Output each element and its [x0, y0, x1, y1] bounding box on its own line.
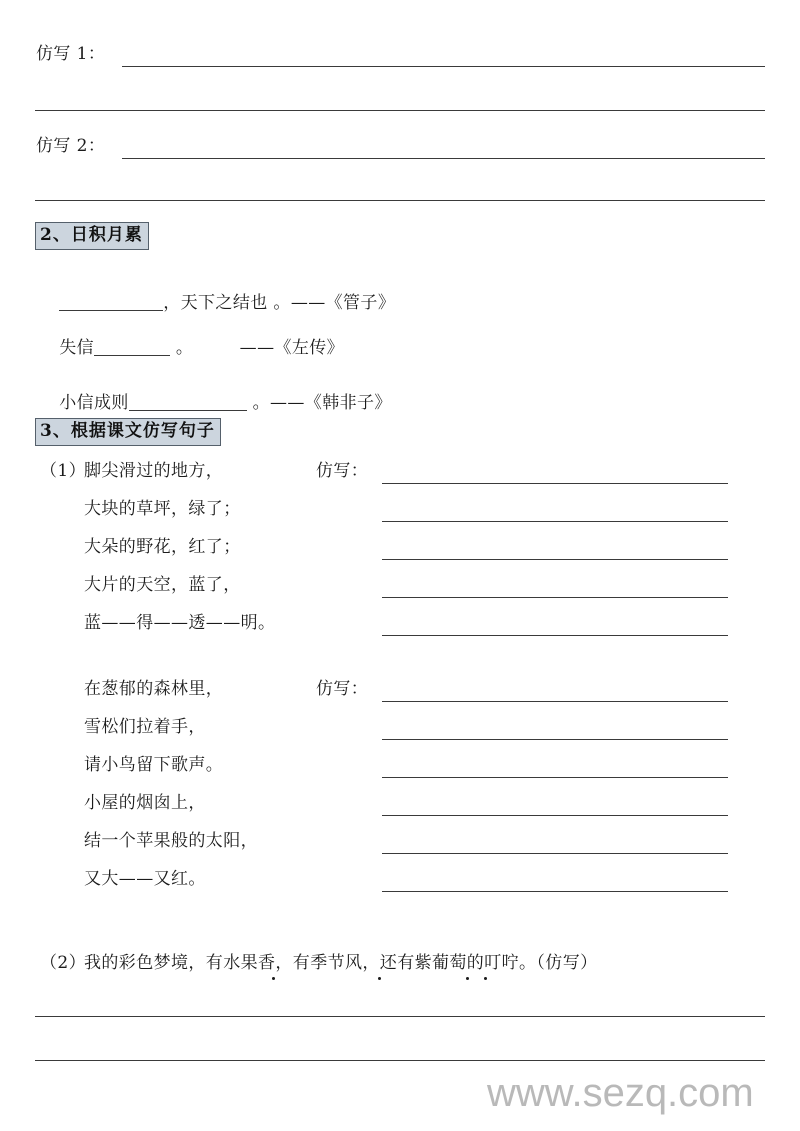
answer-rule-1a[interactable]: [122, 66, 765, 67]
poem-a-line-3: 大朵的野花，红了；: [84, 537, 241, 557]
quote-2-prefix: 失信: [59, 338, 95, 358]
quote-2-text: 。 ——《左传》: [170, 338, 345, 358]
poem-b-answer-rule-5[interactable]: [382, 853, 728, 854]
poem-a-answer-rule-4[interactable]: [382, 597, 728, 598]
quote-3-prefix: 小信成则: [59, 393, 129, 413]
poem-b-line-1: 在葱郁的森林里，: [84, 679, 224, 699]
poem-a-answer-rule-3[interactable]: [382, 559, 728, 560]
poem-a-answer-label: 仿写：: [316, 461, 369, 481]
poem-a-line-2: 大块的草坪，绿了；: [84, 499, 241, 519]
answer-rule-2a[interactable]: [122, 158, 765, 159]
quote-1-blank[interactable]: [59, 296, 163, 311]
poem-b-line-4: 小屋的烟囱上，: [84, 793, 206, 813]
item-1-number: （1）: [40, 461, 87, 481]
section-heading-fangxie-juzi: 3、根据课文仿写句子: [35, 418, 221, 446]
answer-rule-2b[interactable]: [35, 200, 765, 201]
poem-b-answer-rule-3[interactable]: [382, 777, 728, 778]
poem-b-answer-rule-6[interactable]: [382, 891, 728, 892]
quote-2: [36, 323, 344, 374]
poem-b-answer-rule-1[interactable]: [382, 701, 728, 702]
quote-1-text: ，天下之结也 。——《管子》: [163, 293, 396, 313]
emphasis-dot-1: [272, 977, 275, 980]
item-2-number: （2）: [40, 953, 87, 973]
emphasis-dot-2: [378, 977, 381, 980]
poem-a-line-5: 蓝——得——透——明。: [84, 613, 276, 633]
emphasis-dot-4: [484, 977, 487, 980]
prompt-2-label: 仿写 2：: [36, 136, 106, 156]
poem-b-answer-label: 仿写：: [316, 679, 369, 699]
poem-b-line-3: 请小鸟留下歌声。: [84, 755, 224, 775]
poem-a-line-4: 大片的天空，蓝了，: [84, 575, 241, 595]
emphasis-dot-3: [466, 977, 469, 980]
poem-b-line-6: 又大——又红。: [84, 869, 206, 889]
quote-3-blank[interactable]: [129, 396, 247, 411]
poem-b-line-5: 结一个苹果般的太阳，: [84, 831, 258, 851]
poem-a-answer-rule-1[interactable]: [382, 483, 728, 484]
item-2-answer-rule-1[interactable]: [35, 1016, 765, 1017]
poem-b-line-2: 雪松们拉着手，: [84, 717, 206, 737]
quote-3-text: 。——《韩非子》: [246, 393, 392, 413]
prompt-1-label: 仿写 1：: [36, 44, 106, 64]
poem-a-line-1: 脚尖滑过的地方，: [84, 461, 224, 481]
poem-b-answer-rule-4[interactable]: [382, 815, 728, 816]
item-2-answer-rule-2[interactable]: [35, 1060, 765, 1061]
item-2-sentence: 我的彩色梦境，有水果香，有季节风，还有紫葡萄的叮咛。（仿写）: [84, 953, 598, 973]
quote-2-blank[interactable]: [94, 341, 170, 356]
poem-a-answer-rule-2[interactable]: [382, 521, 728, 522]
answer-rule-1b[interactable]: [35, 110, 765, 111]
quote-1: [36, 278, 395, 329]
section-heading-riji-yuelei: 2、日积月累: [35, 222, 149, 250]
poem-a-answer-rule-5[interactable]: [382, 635, 728, 636]
poem-b-answer-rule-2[interactable]: [382, 739, 728, 740]
site-watermark: www.sezq.com: [487, 1071, 754, 1115]
